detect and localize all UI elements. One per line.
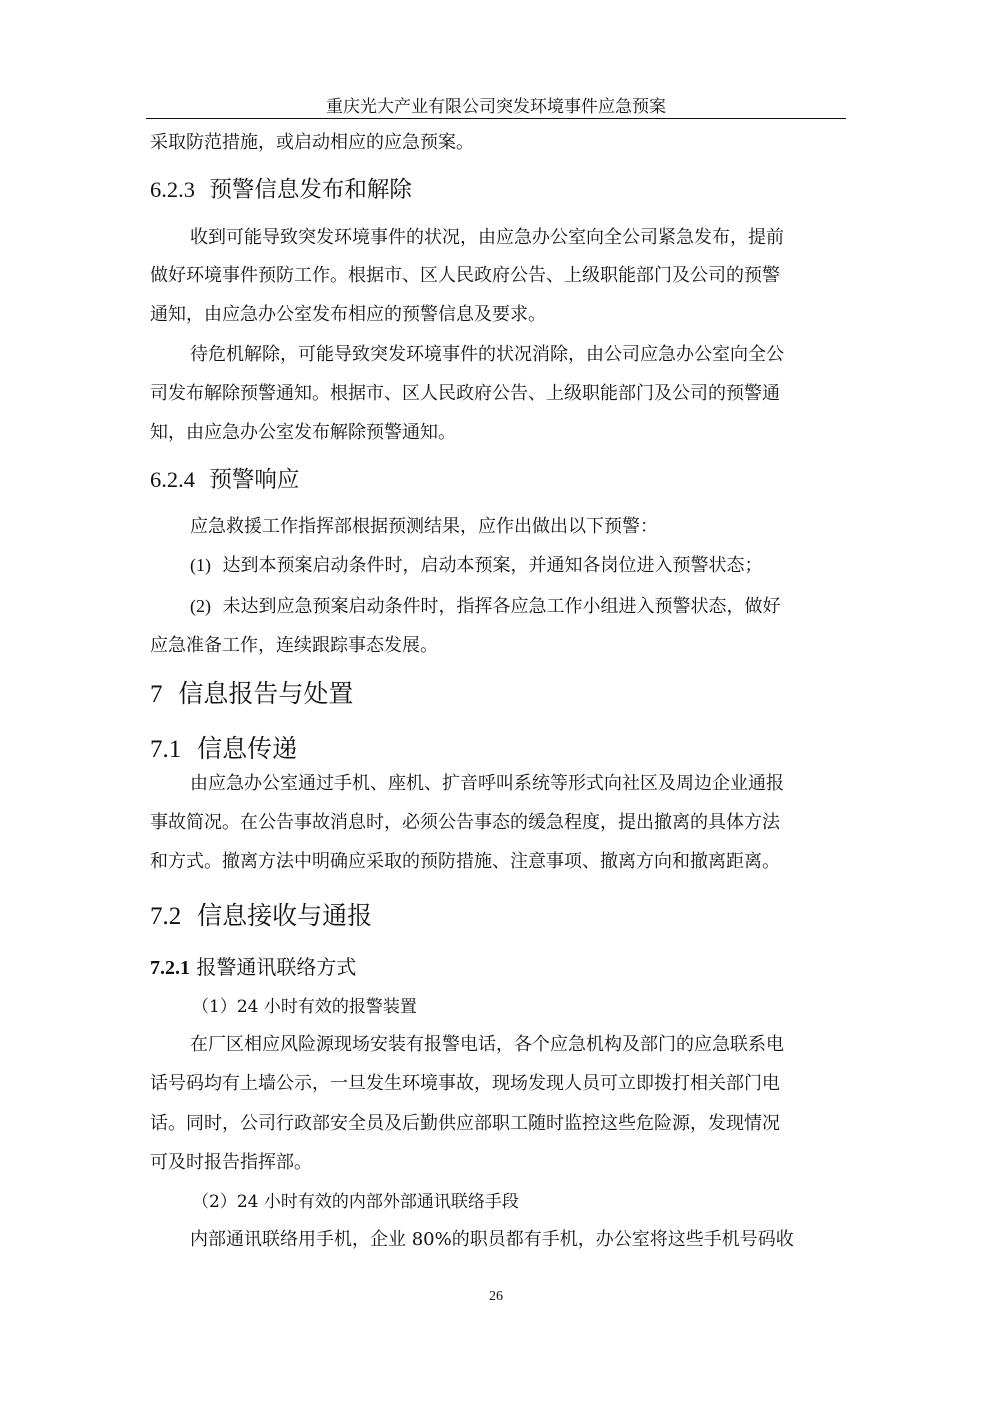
heading-6-2-4: [150, 462, 299, 494]
heading-title: 预警信息发布和解除: [209, 177, 412, 203]
heading-title: 信息传递: [197, 734, 298, 763]
sub-item: （2）24 小时有效的内部外部通讯联络手段: [192, 1192, 519, 1212]
header-rule: [146, 118, 846, 119]
heading-7-2-1: [150, 951, 356, 980]
list-text: 未达到应急预案启动条件时，指挥各应急工作小组进入预警状态，做好: [222, 596, 781, 617]
paragraph-line: 通知，由应急办公室发布相应的预警信息及要求。: [150, 304, 546, 325]
heading-title: 预警响应: [209, 467, 300, 493]
paragraph-line: 应急准备工作，连续跟踪事态发展。: [150, 635, 438, 656]
paragraph-line: 和方式。撤离方法中明确应采取的预防措施、注意事项、撤离方向和撤离距离。: [150, 851, 780, 872]
paragraph-line: 内部通讯联络用手机，企业 80%的职员都有手机，办公室将这些手机号码收: [190, 1229, 794, 1250]
heading-number: 7.2: [150, 903, 182, 930]
list-number: (1): [190, 555, 211, 575]
heading-number: 7.1: [150, 736, 182, 763]
page-number: 26: [489, 1289, 503, 1304]
list-item: [190, 551, 762, 577]
heading-number: 7.2.1: [150, 957, 190, 979]
paragraph-line: 待危机解除，可能导致突发环境事件的状况消除，由公司应急办公室向全公: [190, 344, 784, 365]
sub-item: （1）24 小时有效的报警装置: [192, 997, 417, 1017]
list-item: [190, 592, 780, 618]
heading-7-1: [150, 729, 297, 765]
heading-7-2: [150, 896, 372, 932]
heading-number: 7: [150, 681, 163, 708]
page-header: 重庆光大产业有限公司突发环境事件应急预案: [326, 97, 666, 117]
list-text: 达到本预案启动条件时，启动本预案，并通知各岗位进入预警状态；: [222, 555, 763, 576]
paragraph-line: 应急救援工作指挥部根据预测结果，应作出做出以下预警：: [190, 516, 658, 537]
paragraph-line: 收到可能导致突发环境事件的状况，由应急办公室向全公司紧急发布，提前: [190, 227, 784, 248]
paragraph-line: 采取防范措施，或启动相应的应急预案。: [150, 132, 474, 153]
heading-title: 报警通讯联络方式: [196, 955, 357, 979]
paragraph-line: 知，由应急办公室发布解除预警通知。: [150, 422, 456, 443]
list-number: (2): [190, 596, 211, 616]
heading-number: 6.2.3: [150, 177, 195, 202]
paragraph-line: 做好环境事件预防工作。根据市、区人民政府公告、上级职能部门及公司的预警: [150, 265, 780, 286]
heading-7: [150, 674, 353, 710]
paragraph-line: 可及时报告指挥部。: [150, 1152, 312, 1173]
paragraph-line: 话。同时，公司行政部安全员及后勤供应部职工随时监控这些危险源，发现情况: [150, 1113, 780, 1134]
heading-title: 信息报告与处置: [178, 679, 354, 708]
paragraph-line: 话号码均有上墙公示，一旦发生环境事故，现场发现人员可立即拨打相关部门电: [150, 1073, 780, 1094]
heading-number: 6.2.4: [150, 467, 195, 492]
paragraph-line: 事故简况。在公告事故消息时，必须公告事态的缓急程度，提出撤离的具体方法: [150, 812, 780, 833]
paragraph-line: 由应急办公室通过手机、座机、扩音呼叫系统等形式向社区及周边企业通报: [190, 773, 784, 794]
paragraph-line: 司发布解除预警通知。根据市、区人民政府公告、上级职能部门及公司的预警通: [150, 383, 780, 404]
paragraph-line: 在厂区相应风险源现场安装有报警电话，各个应急机构及部门的应急联系电: [190, 1034, 784, 1055]
heading-title: 信息接收与通报: [197, 901, 373, 930]
heading-6-2-3: [150, 172, 412, 204]
